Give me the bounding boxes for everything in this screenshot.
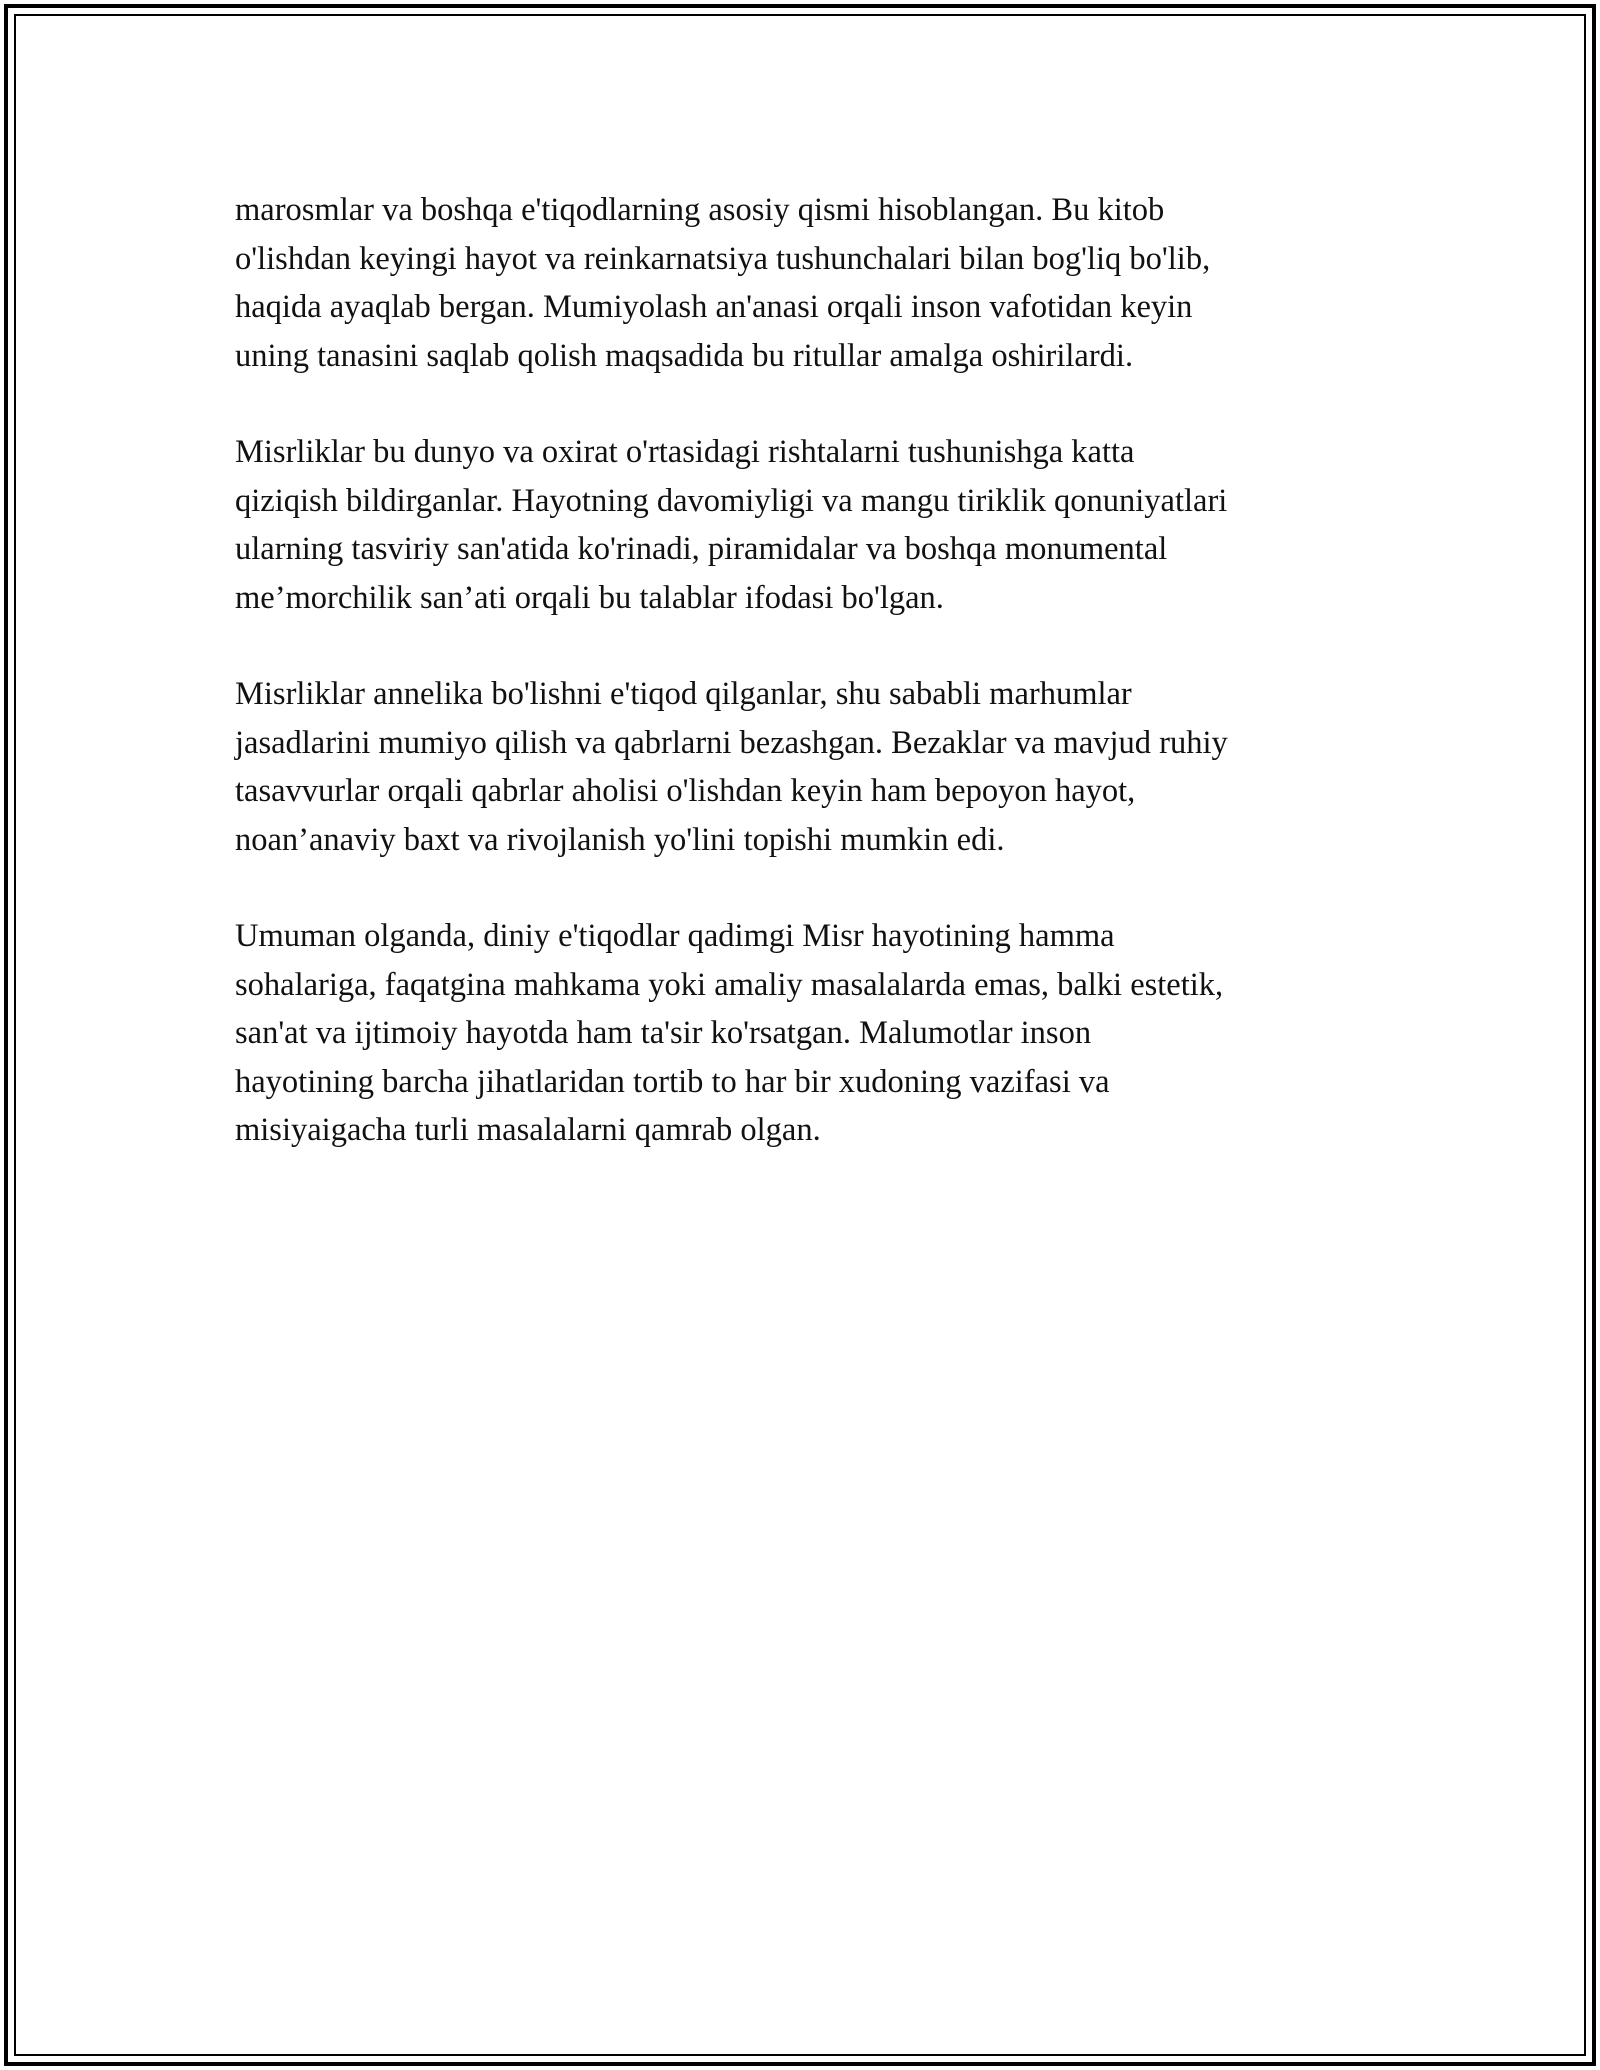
text-line: uning tanasini saqlab qolish maqsadida bu ritullar amalga oshirilardi. <box>235 337 1134 374</box>
text-line: san'at va ijtimoiy hayotda ham ta'sir ko'rsatgan. Malumotlar inson <box>235 1015 1092 1051</box>
text-line: qiziqish bildirganlar. Hayotning davomiyligi va mangu tiriklik qonuniyatlari <box>235 482 1228 519</box>
text-line: ularning tasviriy san'atida ko'rinadi, piramidalar va boshqa monumental <box>235 531 1168 567</box>
text-line: Misrliklar bu dunyo va oxirat o'rtasidagi rishtalarni tushunishga katta <box>235 434 1135 470</box>
paragraph-1 <box>235 186 1375 380</box>
paragraph-4 <box>235 912 1375 1155</box>
text-line: Misrliklar annelika bo'lishni e'tiqod qilganlar, shu sababli marhumlar <box>235 676 1132 712</box>
text-line: Umuman olganda, diniy e'tiqodlar qadimgi Misr hayotining hamma <box>235 918 1115 954</box>
text-line: marosmlar va boshqa e'tiqodlarning asosiy qismi hisoblangan. Bu kitob <box>235 192 1165 228</box>
text-line: noan’anaviy baxt va rivojlanish yo'lini topishi mumkin edi. <box>235 821 1005 858</box>
text-line: sohalariga, faqatgina mahkama yoki amaliy masalalarda emas, balki estetik, <box>235 966 1224 1003</box>
text-line: o'lishdan keyingi hayot va reinkarnatsiya tushunchalari bilan bog'liq bo'lib, <box>235 240 1211 277</box>
paragraph-2 <box>235 428 1375 622</box>
text-line: misiyaigacha turli masalalarni qamrab olgan. <box>235 1112 821 1148</box>
text-line: jasadlarini mumiyo qilish va qabrlarni bezashgan. Bezaklar va mavjud ruhiy <box>235 724 1228 761</box>
text-line: hayotining barcha jihatlaridan tortib to har bir xudoning vazifasi va <box>235 1063 1110 1100</box>
text-line: me’morchilik san’ati orqali bu talablar ifodasi bo'lgan. <box>235 579 944 616</box>
text-line: tasavvurlar orqali qabrlar aholisi o'lishdan keyin ham bepoyon hayot, <box>235 773 1136 809</box>
text-line: haqida ayaqlab bergan. Mumiyolash an'anasi orqali inson vafotidan keyin <box>235 289 1193 325</box>
paragraph-3 <box>235 670 1375 864</box>
document-body <box>235 186 1375 1203</box>
